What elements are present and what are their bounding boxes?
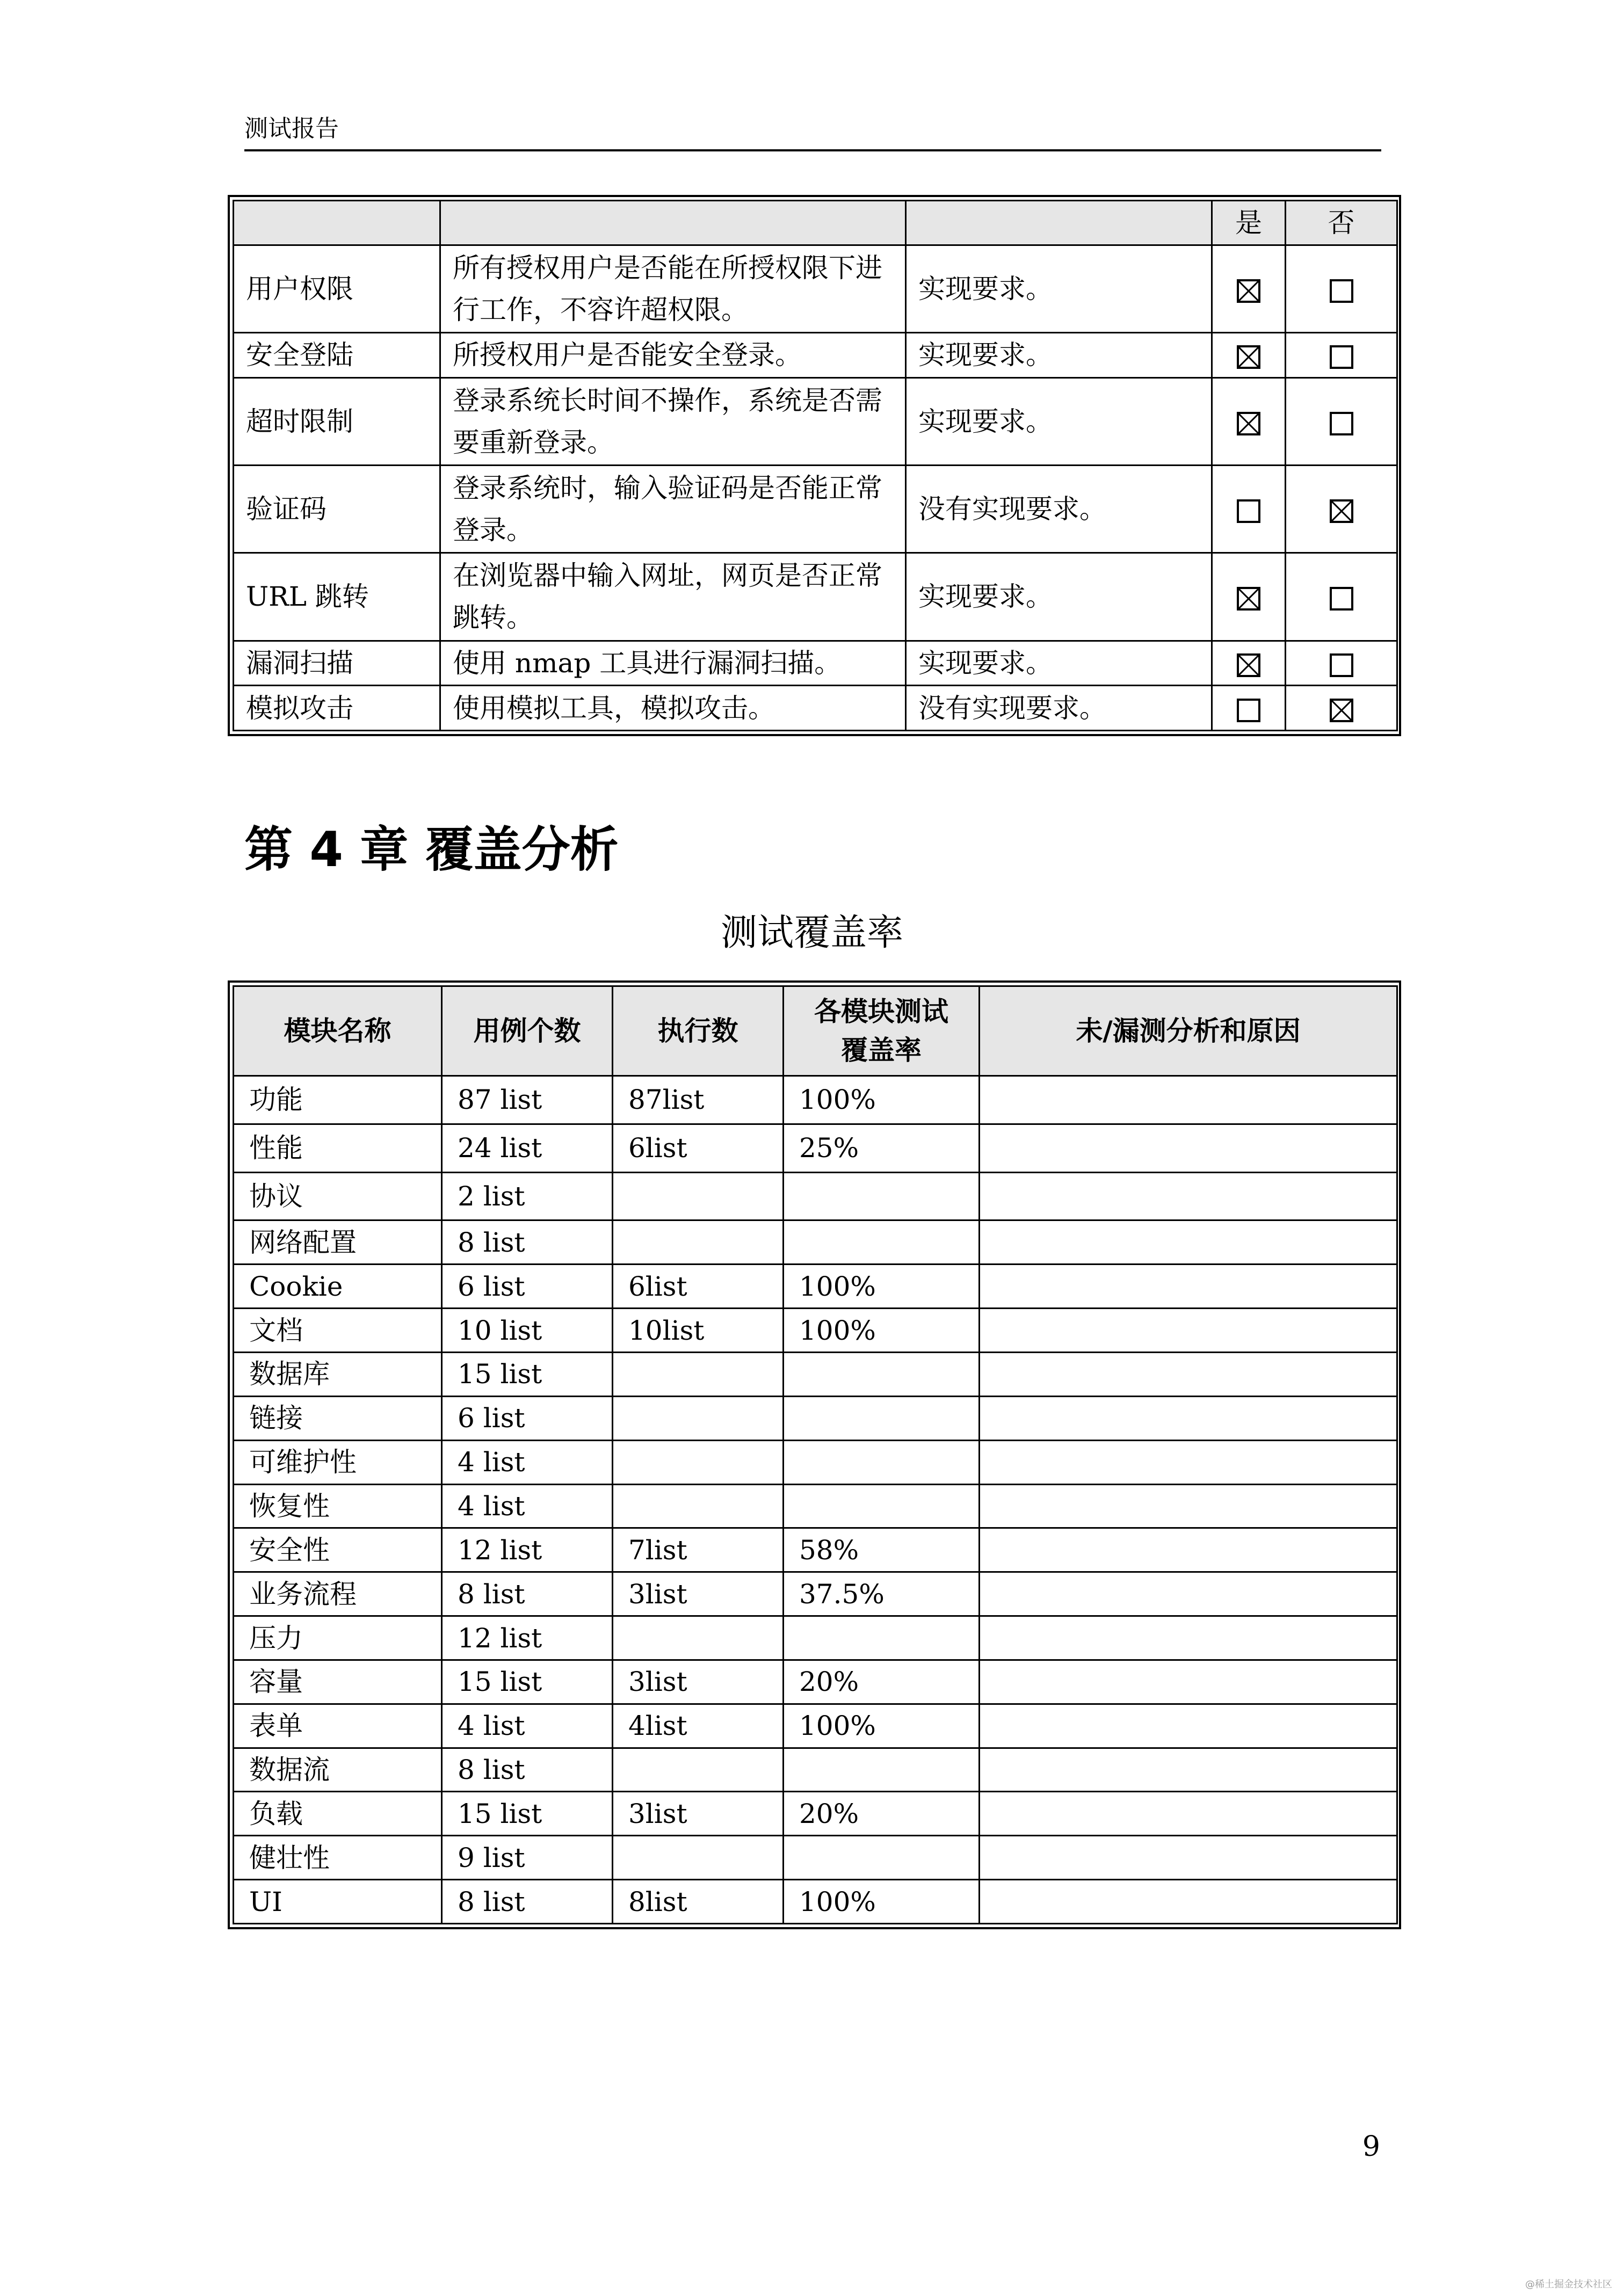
coverage-table-row [234, 1124, 1397, 1172]
executed-cell: 3list [613, 1792, 784, 1836]
coverage-table-row [234, 1792, 1397, 1836]
executed-cell: 4list [613, 1704, 784, 1748]
cases-cell: 4 list [442, 1484, 613, 1528]
module-cell: 协议 [234, 1172, 442, 1220]
executed-cell: 3list [613, 1660, 784, 1704]
reason-cell [980, 1616, 1397, 1660]
item-cell: 漏洞扫描 [234, 641, 440, 686]
yes-cell [1212, 553, 1286, 641]
yes-cell [1212, 245, 1286, 332]
reason-cell [980, 1484, 1397, 1528]
result-cell: 实现要求。 [906, 553, 1212, 641]
no-cell [1286, 641, 1397, 686]
empty-box-icon [1330, 412, 1353, 435]
cases-cell: 24 list [442, 1124, 613, 1172]
watermark: @稀土掘金技术社区 [1525, 2279, 1612, 2290]
header-cell-blank [906, 201, 1212, 245]
no-cell [1286, 686, 1397, 731]
module-cell: 链接 [234, 1396, 442, 1440]
coverage-table-row [234, 1440, 1397, 1484]
security-table-row [234, 641, 1397, 686]
coverage-cell [784, 1836, 980, 1880]
cases-cell: 8 list [442, 1572, 613, 1616]
description-cell: 所有授权用户是否能在所授权限下进行工作，不容许超权限。 [440, 245, 906, 332]
executed-cell: 87list [613, 1076, 784, 1124]
coverage-cell: 25% [784, 1124, 980, 1172]
empty-box-icon [1330, 653, 1353, 677]
coverage-table-row [234, 1616, 1397, 1660]
executed-cell [613, 1220, 784, 1265]
coverage-cell [784, 1616, 980, 1660]
module-cell: 文档 [234, 1309, 442, 1353]
chapter-heading: 第 4 章 覆盖分析 [244, 822, 619, 878]
module-cell: 数据库 [234, 1353, 442, 1397]
security-table-row [234, 465, 1397, 553]
module-cell: 安全性 [234, 1528, 442, 1572]
coverage-cell [784, 1440, 980, 1484]
yes-cell [1212, 332, 1286, 377]
module-cell: 健壮性 [234, 1836, 442, 1880]
reason-cell [980, 1309, 1397, 1353]
yes-cell [1212, 641, 1286, 686]
empty-box-icon [1330, 279, 1353, 303]
coverage-cell: 100% [784, 1265, 980, 1309]
no-cell [1286, 377, 1397, 465]
item-cell: 安全登陆 [234, 332, 440, 377]
item-cell: 模拟攻击 [234, 686, 440, 731]
no-cell [1286, 245, 1397, 332]
cases-cell: 9 list [442, 1836, 613, 1880]
executed-cell [613, 1748, 784, 1792]
header-yes: 是 [1212, 201, 1286, 245]
yes-cell [1212, 465, 1286, 553]
coverage-table-row [234, 1880, 1397, 1924]
checked-box-icon [1237, 587, 1260, 611]
checked-box-icon [1237, 345, 1260, 369]
reason-cell [980, 1836, 1397, 1880]
module-cell: 性能 [234, 1124, 442, 1172]
reason-cell [980, 1572, 1397, 1616]
header-cases: 用例个数 [442, 986, 613, 1076]
coverage-table-row [234, 1528, 1397, 1572]
security-test-table [233, 200, 1398, 731]
cases-cell: 4 list [442, 1704, 613, 1748]
module-cell: 负载 [234, 1792, 442, 1836]
executed-cell [613, 1396, 784, 1440]
module-cell: 容量 [234, 1660, 442, 1704]
module-cell: 可维护性 [234, 1440, 442, 1484]
yes-cell [1212, 686, 1286, 731]
result-cell: 实现要求。 [906, 332, 1212, 377]
header-cell-blank [234, 201, 440, 245]
description-cell: 登录系统时，输入验证码是否能正常登录。 [440, 465, 906, 553]
coverage-table-row [234, 1076, 1397, 1124]
security-test-table-frame [228, 195, 1401, 736]
coverage-table-row [234, 1748, 1397, 1792]
executed-cell [613, 1440, 784, 1484]
description-cell: 使用 nmap 工具进行漏洞扫描。 [440, 641, 906, 686]
executed-cell [613, 1836, 784, 1880]
coverage-table-row [234, 1572, 1397, 1616]
coverage-cell: 100% [784, 1704, 980, 1748]
executed-cell: 6list [613, 1265, 784, 1309]
description-cell: 所授权用户是否能安全登录。 [440, 332, 906, 377]
checked-box-icon [1237, 653, 1260, 677]
checked-box-icon [1237, 412, 1260, 435]
coverage-table-row [234, 1309, 1397, 1353]
checked-box-icon [1330, 699, 1353, 722]
header-coverage-line1: 各模块测试 [814, 996, 948, 1027]
coverage-table-row [234, 1704, 1397, 1748]
cases-cell: 10 list [442, 1309, 613, 1353]
coverage-table-row [234, 1836, 1397, 1880]
security-table-header-row [234, 201, 1397, 245]
yes-cell [1212, 377, 1286, 465]
module-cell: 压力 [234, 1616, 442, 1660]
reason-cell [980, 1076, 1397, 1124]
description-cell: 在浏览器中输入网址，网页是否正常跳转。 [440, 553, 906, 641]
coverage-cell [784, 1748, 980, 1792]
executed-cell: 6list [613, 1124, 784, 1172]
coverage-cell: 20% [784, 1792, 980, 1836]
cases-cell: 4 list [442, 1440, 613, 1484]
table-caption: 测试覆盖率 [720, 912, 903, 954]
coverage-cell [784, 1172, 980, 1220]
cases-cell: 15 list [442, 1353, 613, 1397]
reason-cell [980, 1220, 1397, 1265]
module-cell: UI [234, 1880, 442, 1924]
header-no: 否 [1286, 201, 1397, 245]
cases-cell: 6 list [442, 1396, 613, 1440]
cases-cell: 12 list [442, 1616, 613, 1660]
coverage-cell: 20% [784, 1660, 980, 1704]
security-table-row [234, 245, 1397, 332]
result-cell: 实现要求。 [906, 377, 1212, 465]
executed-cell: 7list [613, 1528, 784, 1572]
item-cell: 用户权限 [234, 245, 440, 332]
empty-box-icon [1237, 699, 1260, 722]
reason-cell [980, 1396, 1397, 1440]
cases-cell: 8 list [442, 1220, 613, 1265]
executed-cell [613, 1172, 784, 1220]
cases-cell: 8 list [442, 1880, 613, 1924]
coverage-table-row [234, 1396, 1397, 1440]
cases-cell: 15 list [442, 1792, 613, 1836]
reason-cell [980, 1265, 1397, 1309]
cases-cell: 12 list [442, 1528, 613, 1572]
empty-box-icon [1330, 587, 1353, 611]
empty-box-icon [1330, 345, 1353, 369]
coverage-table-row [234, 1220, 1397, 1265]
result-cell: 没有实现要求。 [906, 686, 1212, 731]
module-cell: 功能 [234, 1076, 442, 1124]
executed-cell: 3list [613, 1572, 784, 1616]
executed-cell [613, 1484, 784, 1528]
checked-box-icon [1237, 279, 1260, 303]
item-cell: URL 跳转 [234, 553, 440, 641]
coverage-table-row [234, 1484, 1397, 1528]
coverage-cell: 100% [784, 1076, 980, 1124]
coverage-table-header-row [234, 986, 1397, 1076]
description-cell: 使用模拟工具，模拟攻击。 [440, 686, 906, 731]
reason-cell [980, 1353, 1397, 1397]
cases-cell: 2 list [442, 1172, 613, 1220]
reason-cell [980, 1440, 1397, 1484]
coverage-cell: 100% [784, 1880, 980, 1924]
coverage-table-row [234, 1660, 1397, 1704]
header-executed: 执行数 [613, 986, 784, 1076]
reason-cell [980, 1880, 1397, 1924]
cases-cell: 87 list [442, 1076, 613, 1124]
result-cell: 实现要求。 [906, 245, 1212, 332]
coverage-table-row [234, 1353, 1397, 1397]
header-module: 模块名称 [234, 986, 442, 1076]
reason-cell [980, 1528, 1397, 1572]
module-cell: 业务流程 [234, 1572, 442, 1616]
security-table-row [234, 686, 1397, 731]
coverage-cell: 100% [784, 1309, 980, 1353]
executed-cell: 8list [613, 1880, 784, 1924]
coverage-table-row [234, 1172, 1397, 1220]
page-number: 9 [1362, 2131, 1380, 2163]
security-table-row [234, 332, 1397, 377]
executed-cell [613, 1353, 784, 1397]
coverage-cell [784, 1353, 980, 1397]
security-table-row [234, 377, 1397, 465]
coverage-cell: 58% [784, 1528, 980, 1572]
no-cell [1286, 332, 1397, 377]
reason-cell [980, 1704, 1397, 1748]
cases-cell: 15 list [442, 1660, 613, 1704]
reason-cell [980, 1748, 1397, 1792]
reason-cell [980, 1660, 1397, 1704]
executed-cell [613, 1616, 784, 1660]
module-cell: 恢复性 [234, 1484, 442, 1528]
module-cell: 数据流 [234, 1748, 442, 1792]
coverage-cell [784, 1484, 980, 1528]
coverage-table-row [234, 1265, 1397, 1309]
no-cell [1286, 553, 1397, 641]
module-cell: Cookie [234, 1265, 442, 1309]
coverage-cell [784, 1396, 980, 1440]
reason-cell [980, 1172, 1397, 1220]
header-coverage-line2: 覆盖率 [841, 1034, 922, 1066]
checked-box-icon [1330, 499, 1353, 523]
reason-cell [980, 1792, 1397, 1836]
result-cell: 没有实现要求。 [906, 465, 1212, 553]
header-rule [244, 149, 1381, 151]
coverage-cell [784, 1220, 980, 1265]
reason-cell [980, 1124, 1397, 1172]
result-cell: 实现要求。 [906, 641, 1212, 686]
cases-cell: 6 list [442, 1265, 613, 1309]
header-coverage [784, 986, 980, 1076]
module-cell: 网络配置 [234, 1220, 442, 1265]
item-cell: 超时限制 [234, 377, 440, 465]
running-header: 测试报告 [244, 115, 339, 142]
coverage-cell: 37.5% [784, 1572, 980, 1616]
header-cell-blank [440, 201, 906, 245]
item-cell: 验证码 [234, 465, 440, 553]
description-cell: 登录系统长时间不操作，系统是否需要重新登录。 [440, 377, 906, 465]
executed-cell: 10list [613, 1309, 784, 1353]
header-reason: 未/漏测分析和原因 [980, 986, 1397, 1076]
no-cell [1286, 465, 1397, 553]
module-cell: 表单 [234, 1704, 442, 1748]
cases-cell: 8 list [442, 1748, 613, 1792]
coverage-table [233, 985, 1398, 1924]
empty-box-icon [1237, 499, 1260, 523]
security-table-row [234, 553, 1397, 641]
coverage-table-frame [228, 980, 1401, 1929]
